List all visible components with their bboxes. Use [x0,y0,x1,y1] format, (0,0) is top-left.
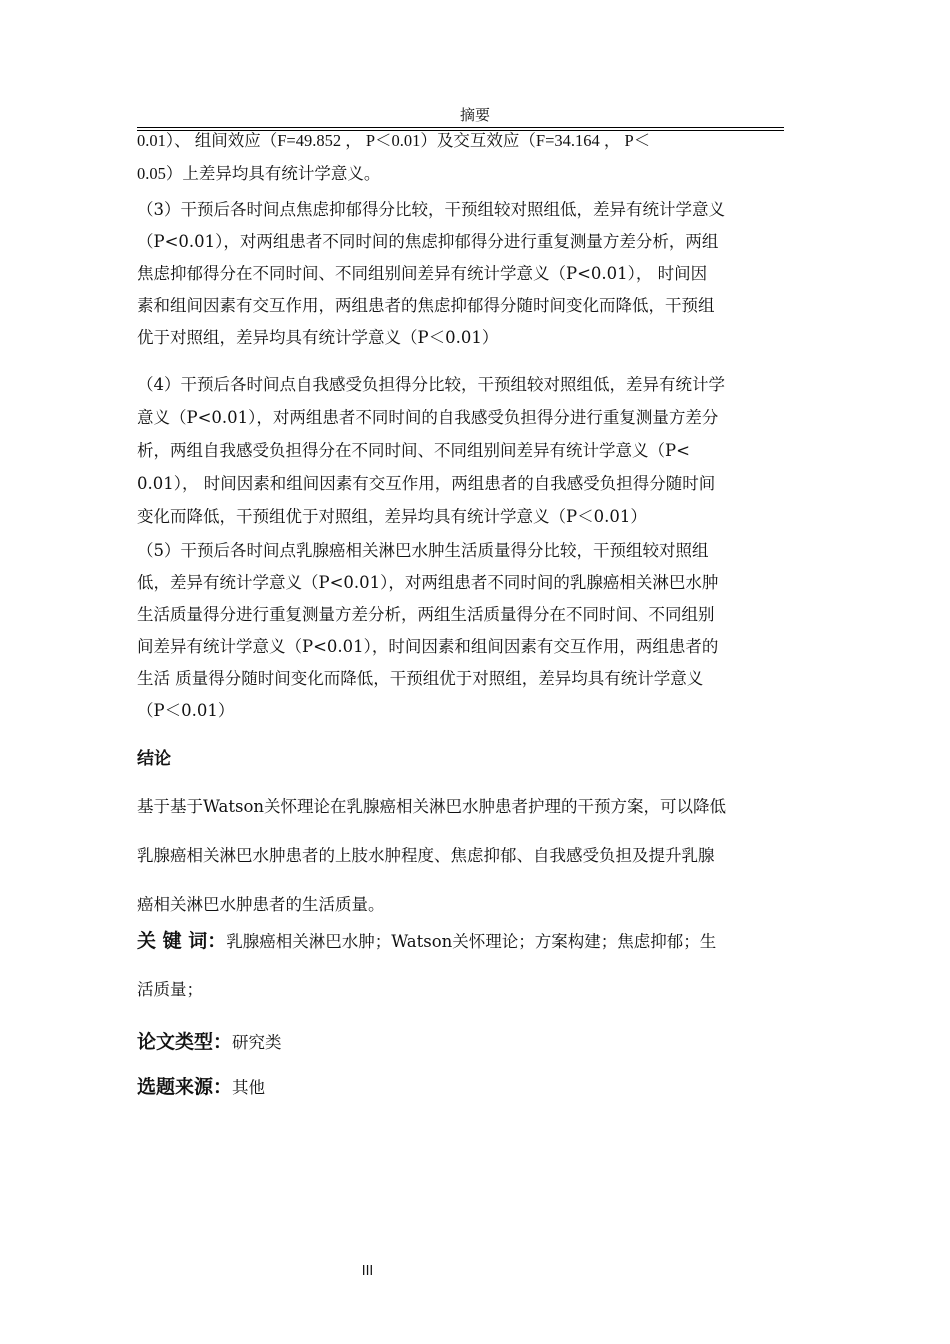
conclusion-heading: 结论 [137,749,171,769]
item4-line-3: 析，两组自我感受负担得分在不同时间、不同组别间差异有统计学意义（P< [137,441,690,460]
topic-source-row [137,1070,817,1104]
result-item-4 [137,368,817,533]
item5-line-6: （P＜0.01） [137,701,235,720]
results-line-2: 0.05）上差异均具有统计学意义。 [137,164,381,183]
keywords-section [137,925,817,1006]
conclusion-line-2: 乳腺癌相关淋巴水肿患者的上肢水肿程度、焦虑抑郁、自我感受负担及提升乳腺 [137,846,715,865]
page-number: III [361,1264,374,1279]
item4-line-1: （4）干预后各时间点自我感受负担得分比较，干预组较对照组低，差异有统计学 [137,375,725,394]
item5-line-3: 生活质量得分进行重复测量方差分析，两组生活质量得分在不同时间、不同组别 [137,605,715,624]
item3-line-2: （P<0.01），对两组患者不同时间的焦虑抑郁得分进行重复测量方差分析，两组 [137,232,719,251]
item5-line-4: 间差异有统计学意义（P<0.01），时间因素和组间因素有交互作用，两组患者的 [137,637,719,656]
item4-line-4: 0.01）， 时间因素和组间因素有交互作用，两组患者的自我感受负担得分随时间 [137,474,716,493]
conclusion-line-3: 癌相关淋巴水肿患者的生活质量。 [137,895,385,914]
result-item-5 [137,535,817,727]
keywords-line-1 [137,925,817,973]
item3-line-3: 焦虑抑郁得分在不同时间、不同组别间差异有统计学意义（P<0.01）， 时间因 [137,264,708,283]
conclusion-line-1: 基于基于Watson关怀理论在乳腺癌相关淋巴水肿患者护理的干预方案，可以降低 [137,797,727,816]
item3-line-1: （3）干预后各时间点焦虑抑郁得分比较，干预组较对照组低，差异有统计学意义 [137,200,725,219]
results-continuation [137,124,817,190]
keywords-text-1: 乳腺癌相关淋巴水肿；Watson关怀理论；方案构建；焦虑抑郁；生 [226,932,717,951]
item5-line-2: 低，差异有统计学意义（P<0.01），对两组患者不同时间的乳腺癌相关淋巴水肿 [137,573,719,592]
item5-line-1: （5）干预后各时间点乳腺癌相关淋巴水肿生活质量得分比较，干预组较对照组 [137,541,709,560]
results-line-1: 0.01）、 组间效应（F=49.852 ， P＜0.01）及交互效应（F=34.164 ， P＜ [137,131,651,150]
keywords-text-2: 活质量； [137,980,203,999]
item3-line-4: 素和组间因素有交互作用，两组患者的焦虑抑郁得分随时间变化而降低，干预组 [137,296,715,315]
paper-type-row [137,1025,817,1059]
paper-type-label: 论文类型： [137,1031,233,1053]
paper-type-value: 研究类 [232,1033,282,1052]
conclusion-body [137,790,817,921]
item5-line-5: 生活 质量得分随时间变化而降低，干预组优于对照组，差异均具有统计学意义 [137,669,704,688]
topic-source-value: 其他 [232,1078,266,1097]
keywords-label: 关 键 词： [137,930,227,952]
result-item-3 [137,194,817,354]
item3-line-5: 优于对照组，差异均具有统计学意义（P＜0.01） [137,328,499,347]
topic-source-label: 选题来源： [137,1076,233,1098]
item4-line-5: 变化而降低，干预组优于对照组，差异均具有统计学意义（P＜0.01） [137,507,647,526]
page-header-title: 摘要 [459,106,490,124]
item4-line-2: 意义（P<0.01），对两组患者不同时间的自我感受负担得分进行重复测量方差分 [137,408,719,427]
